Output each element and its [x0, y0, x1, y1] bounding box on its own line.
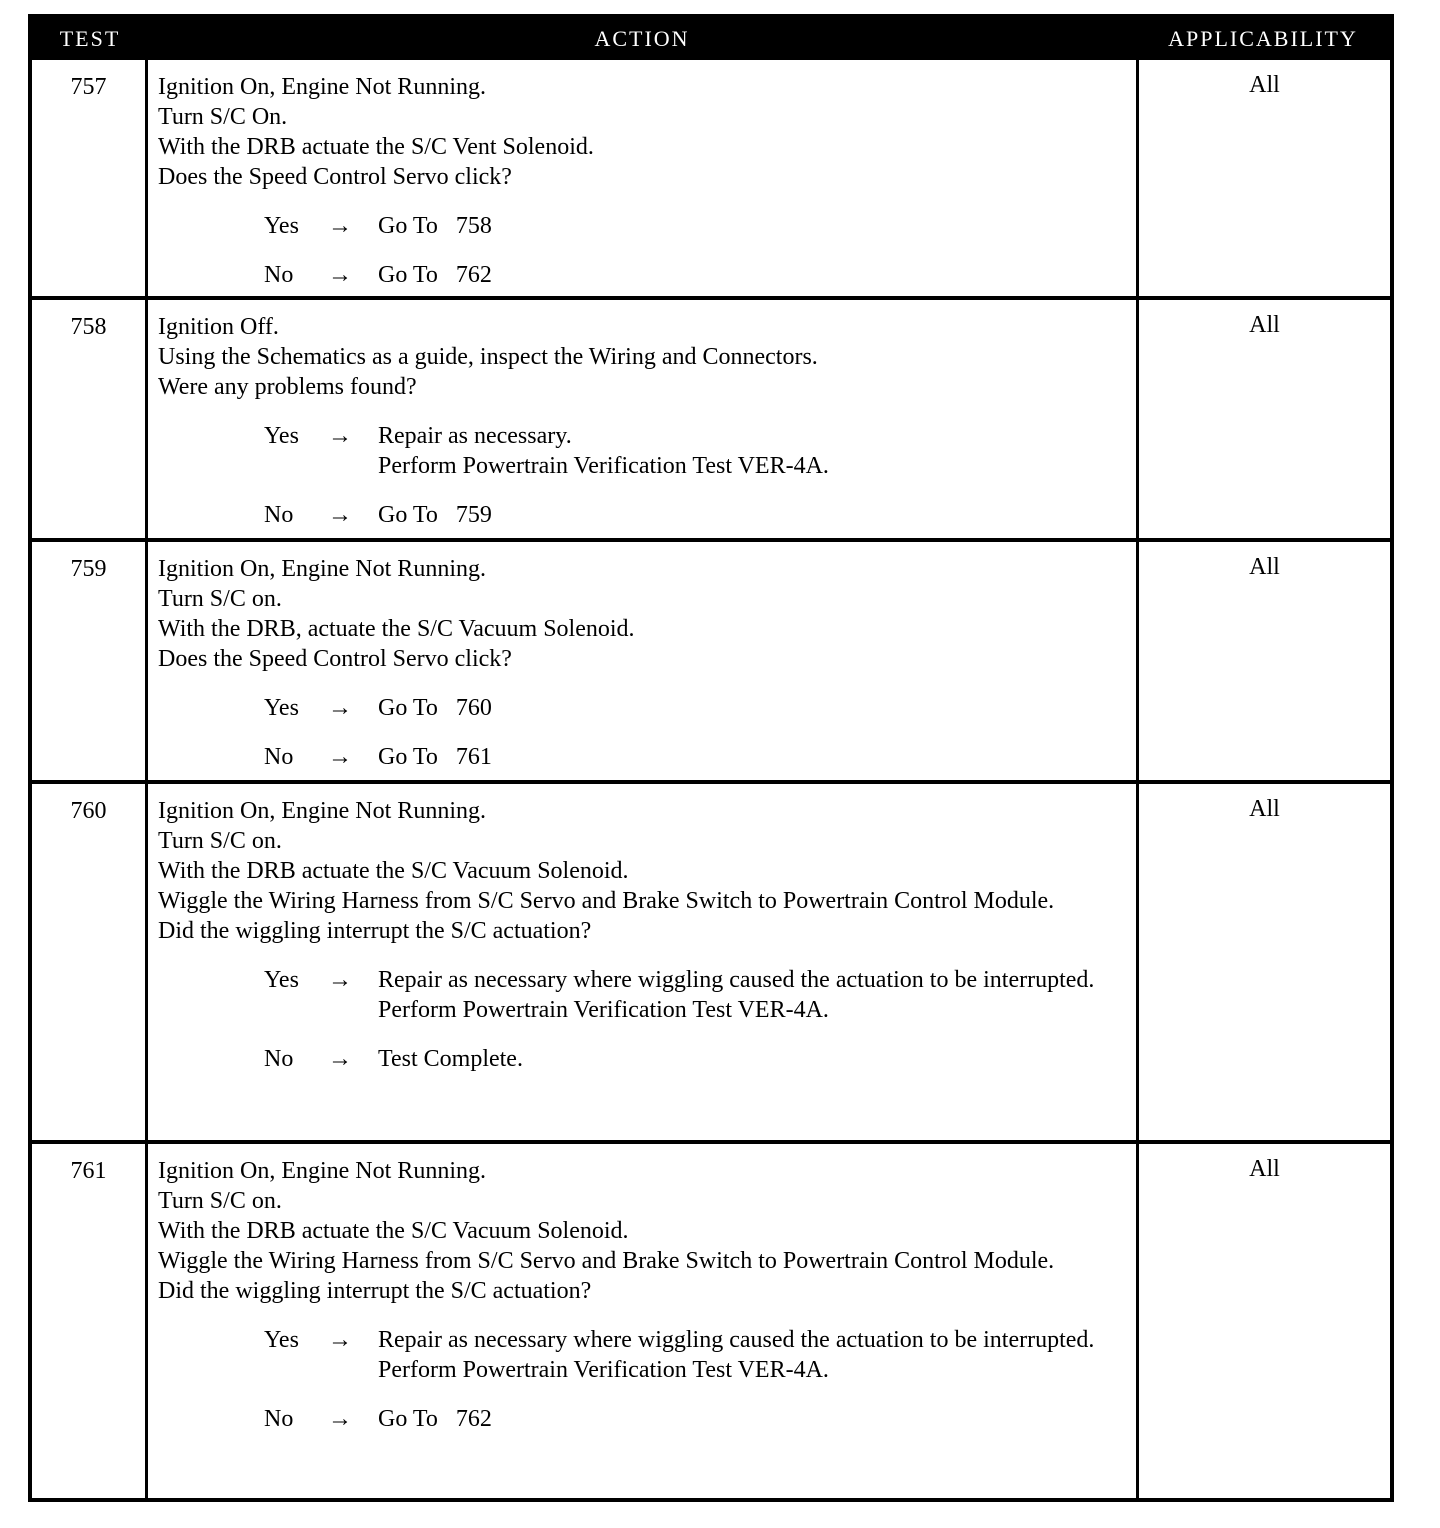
no-label: No — [264, 744, 294, 770]
action-line: With the DRB actuate the S/C Vacuum Solenoid. — [158, 858, 629, 884]
action-line: Does the Speed Control Servo click? — [158, 164, 512, 190]
yes-label: Yes — [264, 213, 299, 239]
no-answer — [158, 500, 1128, 530]
no-answer — [158, 1404, 1128, 1434]
no-result: Go To 762 — [378, 1406, 492, 1432]
no-result: Go To 762 — [378, 262, 492, 288]
action-text — [158, 554, 1128, 772]
action-line: Ignition Off. — [158, 314, 279, 340]
action-text — [158, 1156, 1128, 1434]
action-line: Wiggle the Wiring Harness from S/C Servo and Brake Switch to Powertrain Control Module. — [158, 888, 1055, 914]
no-label: No — [264, 262, 294, 288]
action-line: Did the wiggling interrupt the S/C actuation? — [158, 918, 592, 944]
applicability-value: All — [1136, 1144, 1390, 1502]
test-number: 760 — [32, 784, 148, 1140]
no-answer — [158, 260, 1128, 290]
action-line: Using the Schematics as a guide, inspect the Wiring and Connectors. — [158, 344, 818, 370]
header-action: ACTION — [594, 26, 690, 51]
action-line: With the DRB actuate the S/C Vent Solenoid. — [158, 134, 594, 160]
yes-result: Perform Powertrain Verification Test VER-4A. — [378, 1357, 829, 1383]
no-result: Go To 761 — [378, 744, 492, 770]
arrow-right-icon: → — [328, 967, 352, 993]
yes-answer — [158, 693, 1128, 723]
action-text — [158, 312, 1128, 530]
yes-result: Perform Powertrain Verification Test VER-4A. — [378, 453, 829, 479]
action-line: With the DRB actuate the S/C Vacuum Solenoid. — [158, 1218, 629, 1244]
action-line: Ignition On, Engine Not Running. — [158, 798, 486, 824]
arrow-right-icon: → — [328, 262, 352, 288]
no-result: Test Complete. — [378, 1046, 523, 1072]
applicability-value: All — [1136, 300, 1390, 538]
arrow-right-icon: → — [328, 744, 352, 770]
action-line: Did the wiggling interrupt the S/C actuation? — [158, 1278, 592, 1304]
header-test: TEST — [59, 26, 121, 51]
table-row — [32, 542, 1390, 784]
action-line: With the DRB, actuate the S/C Vacuum Solenoid. — [158, 616, 635, 642]
applicability-value: All — [1136, 60, 1390, 296]
action-line: Ignition On, Engine Not Running. — [158, 1158, 486, 1184]
yes-result: Repair as necessary where wiggling caused the actuation to be interrupted. — [378, 967, 1095, 993]
header-applicability: APPLICABILITY — [1168, 26, 1358, 51]
yes-label: Yes — [264, 695, 299, 721]
action-line: Does the Speed Control Servo click? — [158, 646, 512, 672]
arrow-right-icon: → — [328, 423, 352, 449]
action-text — [158, 72, 1128, 290]
action-line: Turn S/C on. — [158, 586, 282, 612]
yes-answer — [158, 211, 1128, 241]
table-row — [32, 300, 1390, 542]
action-text — [158, 796, 1128, 1074]
arrow-right-icon: → — [328, 695, 352, 721]
action-line: Ignition On, Engine Not Running. — [158, 556, 486, 582]
no-label: No — [264, 1406, 294, 1432]
test-number: 757 — [32, 60, 148, 296]
no-answer — [158, 1044, 1128, 1074]
arrow-right-icon: → — [328, 1406, 352, 1432]
action-line: Turn S/C on. — [158, 828, 282, 854]
table-header — [32, 18, 1390, 60]
action-line: Were any problems found? — [158, 374, 417, 400]
action-line: Turn S/C on. — [158, 1188, 282, 1214]
arrow-right-icon: → — [328, 213, 352, 239]
no-result: Go To 759 — [378, 502, 492, 528]
applicability-value: All — [1136, 784, 1390, 1140]
action-line: Ignition On, Engine Not Running. — [158, 74, 486, 100]
yes-answer — [158, 1325, 1128, 1385]
no-label: No — [264, 502, 294, 528]
yes-result: Perform Powertrain Verification Test VER-4A. — [378, 997, 829, 1023]
yes-label: Yes — [264, 967, 299, 993]
yes-answer — [158, 421, 1128, 481]
action-line: Turn S/C On. — [158, 104, 288, 130]
test-number: 758 — [32, 300, 148, 538]
yes-result: Repair as necessary where wiggling caused the actuation to be interrupted. — [378, 1327, 1095, 1353]
arrow-right-icon: → — [328, 1046, 352, 1072]
test-table — [28, 14, 1394, 1502]
arrow-right-icon: → — [328, 502, 352, 528]
table-row — [32, 60, 1390, 300]
action-line: Wiggle the Wiring Harness from S/C Servo and Brake Switch to Powertrain Control Module. — [158, 1248, 1055, 1274]
test-number: 759 — [32, 542, 148, 780]
table-row — [32, 1144, 1390, 1502]
yes-result: Repair as necessary. — [378, 423, 572, 449]
test-number: 761 — [32, 1144, 148, 1502]
yes-label: Yes — [264, 1327, 299, 1353]
no-label: No — [264, 1046, 294, 1072]
yes-label: Yes — [264, 423, 299, 449]
arrow-right-icon: → — [328, 1327, 352, 1353]
yes-result: Go To 760 — [378, 695, 492, 721]
no-answer — [158, 742, 1128, 772]
yes-answer — [158, 965, 1128, 1025]
table-row — [32, 784, 1390, 1144]
applicability-value: All — [1136, 542, 1390, 780]
yes-result: Go To 758 — [378, 213, 492, 239]
